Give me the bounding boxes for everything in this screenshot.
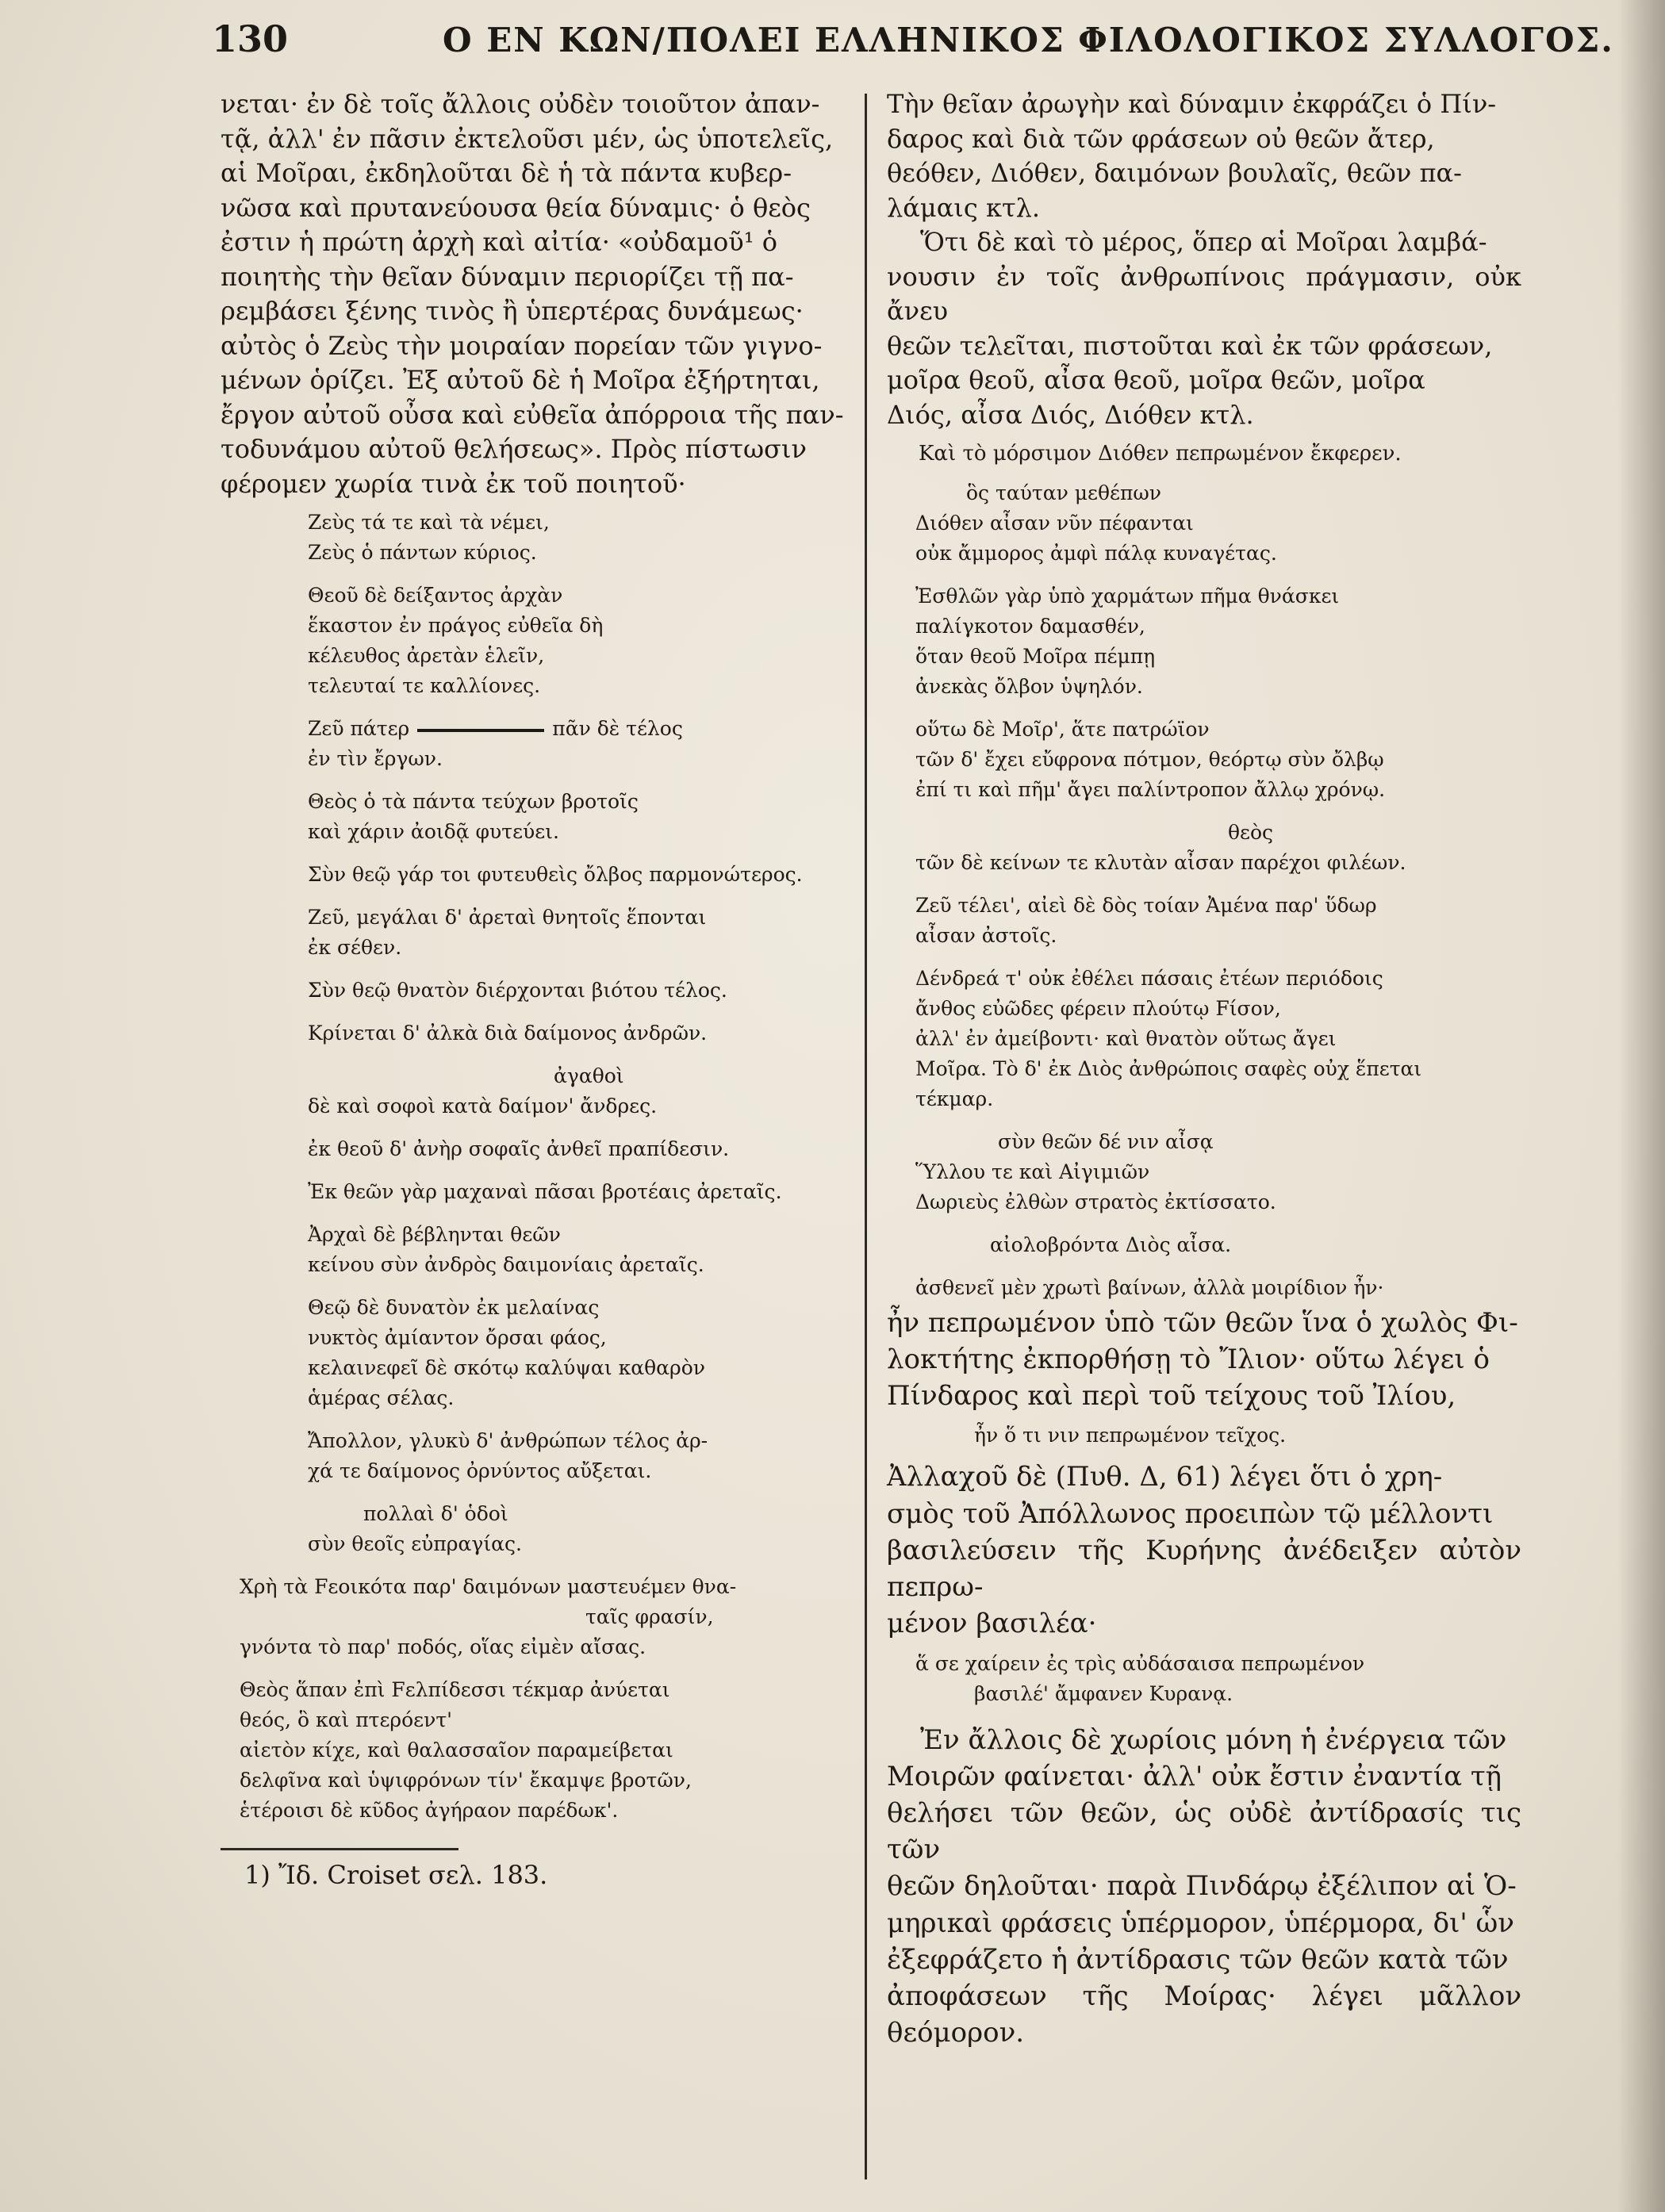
- text-line: τᾷ, ἀλλ' ἐν πᾶσιν ἐκτελοῦσι μέν, ὡς ὑποτελεῖς,: [221, 123, 834, 154]
- text-line: νουσιν ἐν τοῖς ἀνθρωπίνοις πράγμασιν, οὐκ ἄνευ: [887, 261, 1521, 327]
- quote-line: Δένδρεά τ' οὐκ ἐθέλει πάσαις ἐτέων περιόδοις: [915, 966, 1383, 990]
- quote-line: Ζεὺς τά τε καὶ τὰ νέμει,: [308, 511, 550, 535]
- quote-line: ἀγαθοὶ: [554, 1064, 624, 1088]
- text-line: μένον βασιλέα·: [887, 1608, 1097, 1640]
- left-paragraph: [221, 87, 855, 501]
- quote-line: οὕτω δὲ Μοῖρ', ἅτε πατρώϊον: [915, 717, 1210, 741]
- text-line: νῶσα καὶ πρυτανεύουσα θεία δύναμις· ὁ θεὸς: [221, 192, 811, 223]
- page-edge-shadow: [1617, 0, 1665, 2212]
- quote-line: ἐκ θεοῦ δ' ἀνὴρ σοφαῖς ἀνθεῖ πραπίδεσιν.: [308, 1137, 730, 1161]
- quote-block: [221, 976, 855, 1006]
- quote-line: Ἐκ θεῶν γὰρ μαχαναὶ πᾶσαι βροτέαις ἀρεταῖς.: [308, 1180, 782, 1204]
- left-column: [221, 87, 855, 1890]
- text-line: θεῶν τελεῖται, πιστοῦται καὶ ἐκ τῶν φράσεων,: [887, 330, 1493, 361]
- quote-line: ἀνεκὰς ὄλβον ὑψηλόν.: [915, 674, 1143, 698]
- quote-line: κελαινεφεῖ δὲ σκότῳ καλύψαι καθαρὸν: [308, 1356, 705, 1380]
- quote-line: ὅταν θεοῦ Μοῖρα πέμπῃ: [915, 644, 1156, 668]
- quote-line: θεός, ὃ καὶ πτερόεντ': [240, 1708, 453, 1732]
- omission-rule: [417, 729, 544, 732]
- page-number: 130: [212, 17, 289, 60]
- quote-block: [221, 508, 855, 568]
- quote-line: χά τε δαίμονος ὀρνύντος αὔξεται.: [308, 1459, 652, 1483]
- quote-line: πολλαὶ δ' ὁδοὶ: [363, 1502, 508, 1526]
- quote-block: [887, 964, 1521, 1114]
- quote-line: Ἀρχαὶ δὲ βέβληνται θεῶν: [308, 1223, 561, 1247]
- quote-block: [887, 891, 1521, 951]
- text-line: ἐστιν ἡ πρώτη ἀρχὴ καὶ αἰτία· «οὐδαμοῦ¹ ὁ: [221, 227, 778, 258]
- text-line: θεόθεν, Διόθεν, δαιμόνων βουλαῖς, θεῶν πα-: [887, 158, 1462, 189]
- quote-line: ἄνθος εὐῶδες φέρειν πλούτῳ Fίσον,: [915, 996, 1281, 1020]
- text-line: θελήσει τῶν θεῶν, ὡς οὐδὲ ἀντίδρασίς τις τῶν: [887, 1797, 1521, 1866]
- quote-block: [887, 715, 1521, 805]
- right-paragraph-1: [887, 1305, 1521, 1415]
- text-line: Μοιρῶν φαίνεται· ἀλλ' οὐκ ἔστιν ἐναντία τῇ: [887, 1760, 1502, 1792]
- text-line: Ὅτι δὲ καὶ τὸ μέρος, ὅπερ αἱ Μοῖραι λαμβά-: [920, 227, 1487, 258]
- lead-line: Καὶ τὸ μόρσιμον Διόθεν πεπρωμένον ἔκφερεν.: [919, 442, 1402, 466]
- quote-block: [221, 1499, 855, 1559]
- text-line: τοδυνάμου αὐτοῦ θελήσεως». Πρὸς πίστωσιν: [221, 434, 807, 465]
- quote-block: [221, 714, 855, 774]
- quote-block: [221, 581, 855, 701]
- text-line: αὐτὸς ὁ Ζεὺς τὴν μοιραίαν πορείαν τῶν γιγνο-: [221, 330, 823, 361]
- quote-line: γνόντα τὸ παρ' ποδός, οἵας εἰμὲν αἴσας.: [240, 1635, 646, 1659]
- text-line: λάμαις κτλ.: [887, 192, 1041, 223]
- text-line: νεται· ἐν δὲ τοῖς ἄλλοις οὐδὲν τοιοῦτον ἀπαν-: [221, 89, 820, 119]
- quote-line: Ὕλλου τε καὶ Αἰγιμιῶν: [915, 1160, 1150, 1183]
- text-line: Διός, αἶσα Διός, Διόθεν κτλ.: [887, 399, 1254, 430]
- quote-line: παλίγκοτον δαμασθέν,: [915, 614, 1145, 638]
- text-line: ἔργον αὐτοῦ οὖσα καὶ εὐθεῖα ἀπόρροια τῆς παν-: [221, 399, 844, 430]
- quote-block: [221, 1061, 855, 1121]
- text-line: ἀποφάσεων τῆς Μοίρας· λέγει μᾶλλον θεόμορον.: [887, 1980, 1521, 2049]
- text-line: Ἀλλαχοῦ δὲ (Πυθ. Δ, 61) λέγει ὅτι ὁ χρη-: [887, 1461, 1443, 1493]
- quote-line: αἶσαν ἀστοῖς.: [915, 923, 1057, 947]
- quote-line: κείνου σὺν ἀνδρὸς δαιμονίαις ἀρεταῖς.: [308, 1253, 704, 1277]
- quote-line: ταῖς φρασίν,: [585, 1605, 714, 1629]
- quote-line: ἁμέρας σέλας.: [308, 1386, 455, 1410]
- quote-line: Σὺν θεῷ γάρ τοι φυτευθεὶς ὄλβος παρμονώτερος.: [308, 863, 803, 887]
- quote-line: Μοῖρα. Τὸ δ' ἐκ Διὸς ἀνθρώποις σαφὲς οὐχ ἕπεται: [915, 1056, 1422, 1080]
- quote-line: ἀλλ' ἐν ἀμείβοντι· καὶ θνατὸν οὕτως ἄγει: [915, 1026, 1337, 1050]
- quote-block: [221, 1220, 855, 1280]
- quote-line: τέκμαρ.: [915, 1087, 994, 1110]
- text-line: ρεμβάσει ξένης τινὸς ἢ ὑπερτέρας δυνάμεως·: [221, 296, 804, 327]
- footnote-rule: [221, 1848, 458, 1850]
- quote-block: [221, 787, 855, 847]
- quote-block: [221, 1426, 855, 1486]
- quote-line: ἑτέροισι δὲ κῦδος ἀγήραον παρέδωκ'.: [240, 1799, 619, 1823]
- text-line: φέρομεν χωρία τινὰ ἐκ τοῦ ποιητοῦ·: [221, 468, 686, 499]
- quote-line: Ἐσθλῶν γὰρ ὑπὸ χαρμάτων πῆμα θνάσκει: [915, 584, 1340, 608]
- quote-line: Ζεὺς ὁ πάντων κύριος.: [308, 541, 537, 565]
- quote-line: Χρὴ τὰ Fεοικότα παρ' δαιμόνων μαστευέμεν θνα-: [240, 1575, 737, 1599]
- text-line: θεῶν δηλοῦται· παρὰ Πινδάρῳ ἐξέλιπον αἱ Ὁ-: [887, 1870, 1517, 1903]
- quote-block: [221, 1134, 855, 1164]
- right-column: [887, 87, 1521, 2058]
- footnote: 1) Ἴδ. Croiset σελ. 183.: [244, 1860, 548, 1891]
- quote-line: αἰετὸν κίχε, καὶ θαλασσαῖον παραμείβεται: [240, 1739, 673, 1762]
- quote-line: ἐν τὶν ἔργων.: [308, 747, 443, 771]
- quote-block: [887, 1230, 1521, 1260]
- quote-block: [221, 1018, 855, 1048]
- quote-fragment: Ζεῦ πάτερ: [308, 717, 410, 741]
- text-line: ποιητὴς τὴν θεῖαν δύναμιν περιορίζει τῇ πα-: [221, 261, 794, 292]
- quote-line: τῶν δὲ κείνων τε κλυτὰν αἶσαν παρέχοι φιλέων.: [915, 850, 1406, 874]
- quote-line: Ζεῦ τέλει', αἰεὶ δὲ δὸς τοίαν Ἀμένα παρ' ὕδωρ: [915, 893, 1377, 917]
- quote-line: νυκτὸς ἀμίαντον ὄρσαι φάος,: [308, 1326, 607, 1350]
- text-line: σμὸς τοῦ Ἀπόλλωνος προειπὼν τῷ μέλλοντι: [887, 1497, 1494, 1530]
- text-line: Πίνδαρος καὶ περὶ τοῦ τείχους τοῦ Ἰλίου,: [887, 1380, 1456, 1413]
- quote-line: βασιλέ' ἄμφανεν Κυρανᾳ.: [974, 1681, 1233, 1705]
- quote-line: ἅ σε χαίρειν ἐς τρὶς αὐδάσαισα πεπρωμένον: [915, 1651, 1365, 1675]
- quote-line: κέλευθος ἀρετὰν ἑλεῖν,: [308, 644, 545, 668]
- text-line: βασιλεύσειν τῆς Κυρήνης ἀνέδειξεν αὐτὸν πεπρω-: [887, 1534, 1521, 1604]
- text-line: Ἐν ἄλλοις δὲ χωρίοις μόνη ἡ ἐνέργεια τῶν: [920, 1723, 1507, 1756]
- text-line: μένων ὁρίζει. Ἐξ αὐτοῦ δὲ ἡ Μοῖρα ἐξήρτηται,: [221, 365, 820, 396]
- quote-block: [887, 818, 1521, 878]
- text-line: λοκτήτης ἐκπορθήσῃ τὸ Ἴλιον· οὕτω λέγει ὁ: [887, 1343, 1490, 1375]
- quote-line: Θεὸς ὁ τὰ πάντα τεύχων βροτοῖς: [308, 790, 639, 814]
- quote-line: δελφῖνα καὶ ὑψιφρόνων τίν' ἔκαμψε βροτῶν,: [240, 1769, 692, 1792]
- quote-line: θεὸς: [1228, 820, 1274, 844]
- quote-block: [887, 1273, 1521, 1303]
- quote-line: Διόθεν αἶσαν νῦν πέφανται: [915, 511, 1194, 535]
- quote-line: Σὺν θεῷ θνατὸν διέρχονται βιότου τέλος.: [308, 979, 727, 1002]
- quote-line: καὶ χάριν ἀοιδᾷ φυτεύει.: [308, 820, 559, 844]
- quote-line: Κρίνεται δ' ἀλκὰ διὰ δαίμονος ἀνδρῶν.: [308, 1022, 708, 1045]
- quote-line: Δωριεὺς ἐλθὼν στρατὸς ἐκτίσσατο.: [915, 1190, 1276, 1213]
- quote-line: ἐκ σέθεν.: [308, 936, 402, 960]
- text-line: Τὴν θεῖαν ἀρωγὴν καὶ δύναμιν ἐκφράζει ὁ Πίν-: [887, 89, 1497, 119]
- quote-block: [887, 1649, 1521, 1709]
- quote-block: [221, 1177, 855, 1207]
- text-line: δαρος καὶ διὰ τῶν φράσεων οὐ θεῶν ἄτερ,: [887, 123, 1435, 154]
- quote-block: [221, 1675, 855, 1826]
- quote-line: σὺν θεῶν δέ νιν αἶσᾳ: [998, 1129, 1214, 1153]
- quote-block: [221, 903, 855, 963]
- quote-line: αἰολοβρόντα Διὸς αἶσα.: [990, 1233, 1232, 1256]
- quote-block: [887, 1127, 1521, 1217]
- text-line: ἐξεφράζετο ἡ ἀντίδρασις τῶν θεῶν κατὰ τῶν: [887, 1943, 1509, 1976]
- quote-line: τελευταί τε καλλίονες.: [308, 674, 541, 698]
- text-line: μηρικαὶ φράσεις ὑπέρμορον, ὑπέρμορα, δι' ὧν: [887, 1907, 1514, 1939]
- quote-line: σὺν θεοῖς εὐπραγίας.: [308, 1532, 522, 1556]
- quote-line: Θεῷ δὲ δυνατὸν ἐκ μελαίνας: [308, 1296, 600, 1320]
- quote-line: ἐπί τι καὶ πῆμ' ἄγει παλίντροπον ἄλλῳ χρόνῳ.: [915, 777, 1386, 801]
- right-paragraph-2: [887, 1459, 1521, 1642]
- quote-line: Θεοῦ δὲ δείξαντος ἀρχὰν: [308, 584, 563, 608]
- quote-fragment: πᾶν δὲ τέλος: [552, 717, 683, 741]
- column-divider: [865, 94, 867, 2179]
- quote-line: Θεὸς ἅπαν ἐπὶ Fελπίδεσσι τέκμαρ ἀνύεται: [240, 1678, 670, 1702]
- text-line: αἱ Μοῖραι, ἐκδηλοῦται δὲ ἡ τὰ πάντα κυβερ-: [221, 158, 792, 189]
- text-line: μοῖρα θεοῦ, αἶσα θεοῦ, μοῖρα θεῶν, μοῖρα: [887, 365, 1425, 396]
- quote-line: Ἄπολλον, γλυκὺ δ' ἀνθρώπων τέλος ἀρ-: [308, 1429, 708, 1453]
- quote-line: ἀσθενεῖ μὲν χρωτὶ βαίνων, ἀλλὰ μοιρίδιον ἦν·: [915, 1275, 1384, 1299]
- page-header: [212, 17, 1614, 73]
- quote-block: [221, 1572, 855, 1662]
- quote-block: [221, 1293, 855, 1413]
- quote-line: τῶν δ' ἔχει εὔφρονα πότμον, θεόρτῳ σὺν ὄλβῳ: [915, 747, 1384, 771]
- running-title: Ο ΕΝ ΚΩΝ/ΠΟΛΕΙ ΕΛΛΗΝΙΚΟΣ ΦΙΛΟΛΟΓΙΚΟΣ ΣΥΛΛΟΓΟΣ.: [443, 21, 1614, 59]
- text-line: ἦν πεπρωμένον ὑπὸ τῶν θεῶν ἵνα ὁ χωλὸς Φι-: [887, 1306, 1518, 1339]
- quote-line: [221, 714, 855, 744]
- quote-line: Ζεῦ, μεγάλαι δ' ἀρεταὶ θνητοῖς ἕπονται: [308, 906, 707, 930]
- quote-line: ὃς ταύταν μεθέπων: [966, 481, 1161, 504]
- right-paragraph-3: [887, 1722, 1521, 2052]
- quote-block: [221, 860, 855, 890]
- quote-block: [887, 581, 1521, 702]
- quote-block: [887, 478, 1521, 569]
- quote-line: δὲ καὶ σοφοὶ κατὰ δαίμον' ἄνδρες.: [308, 1094, 658, 1118]
- quote-line: οὐκ ἄμμορος ἀμφὶ πάλᾳ κυναγέτας.: [915, 541, 1277, 565]
- quote-line: ἦν ὅ τι νιν πεπρωμένον τεῖχος.: [974, 1424, 1287, 1447]
- quote-line: ἕκαστον ἐν πράγος εὐθεῖα δὴ: [308, 614, 604, 638]
- right-intro-paragraph: [887, 87, 1521, 432]
